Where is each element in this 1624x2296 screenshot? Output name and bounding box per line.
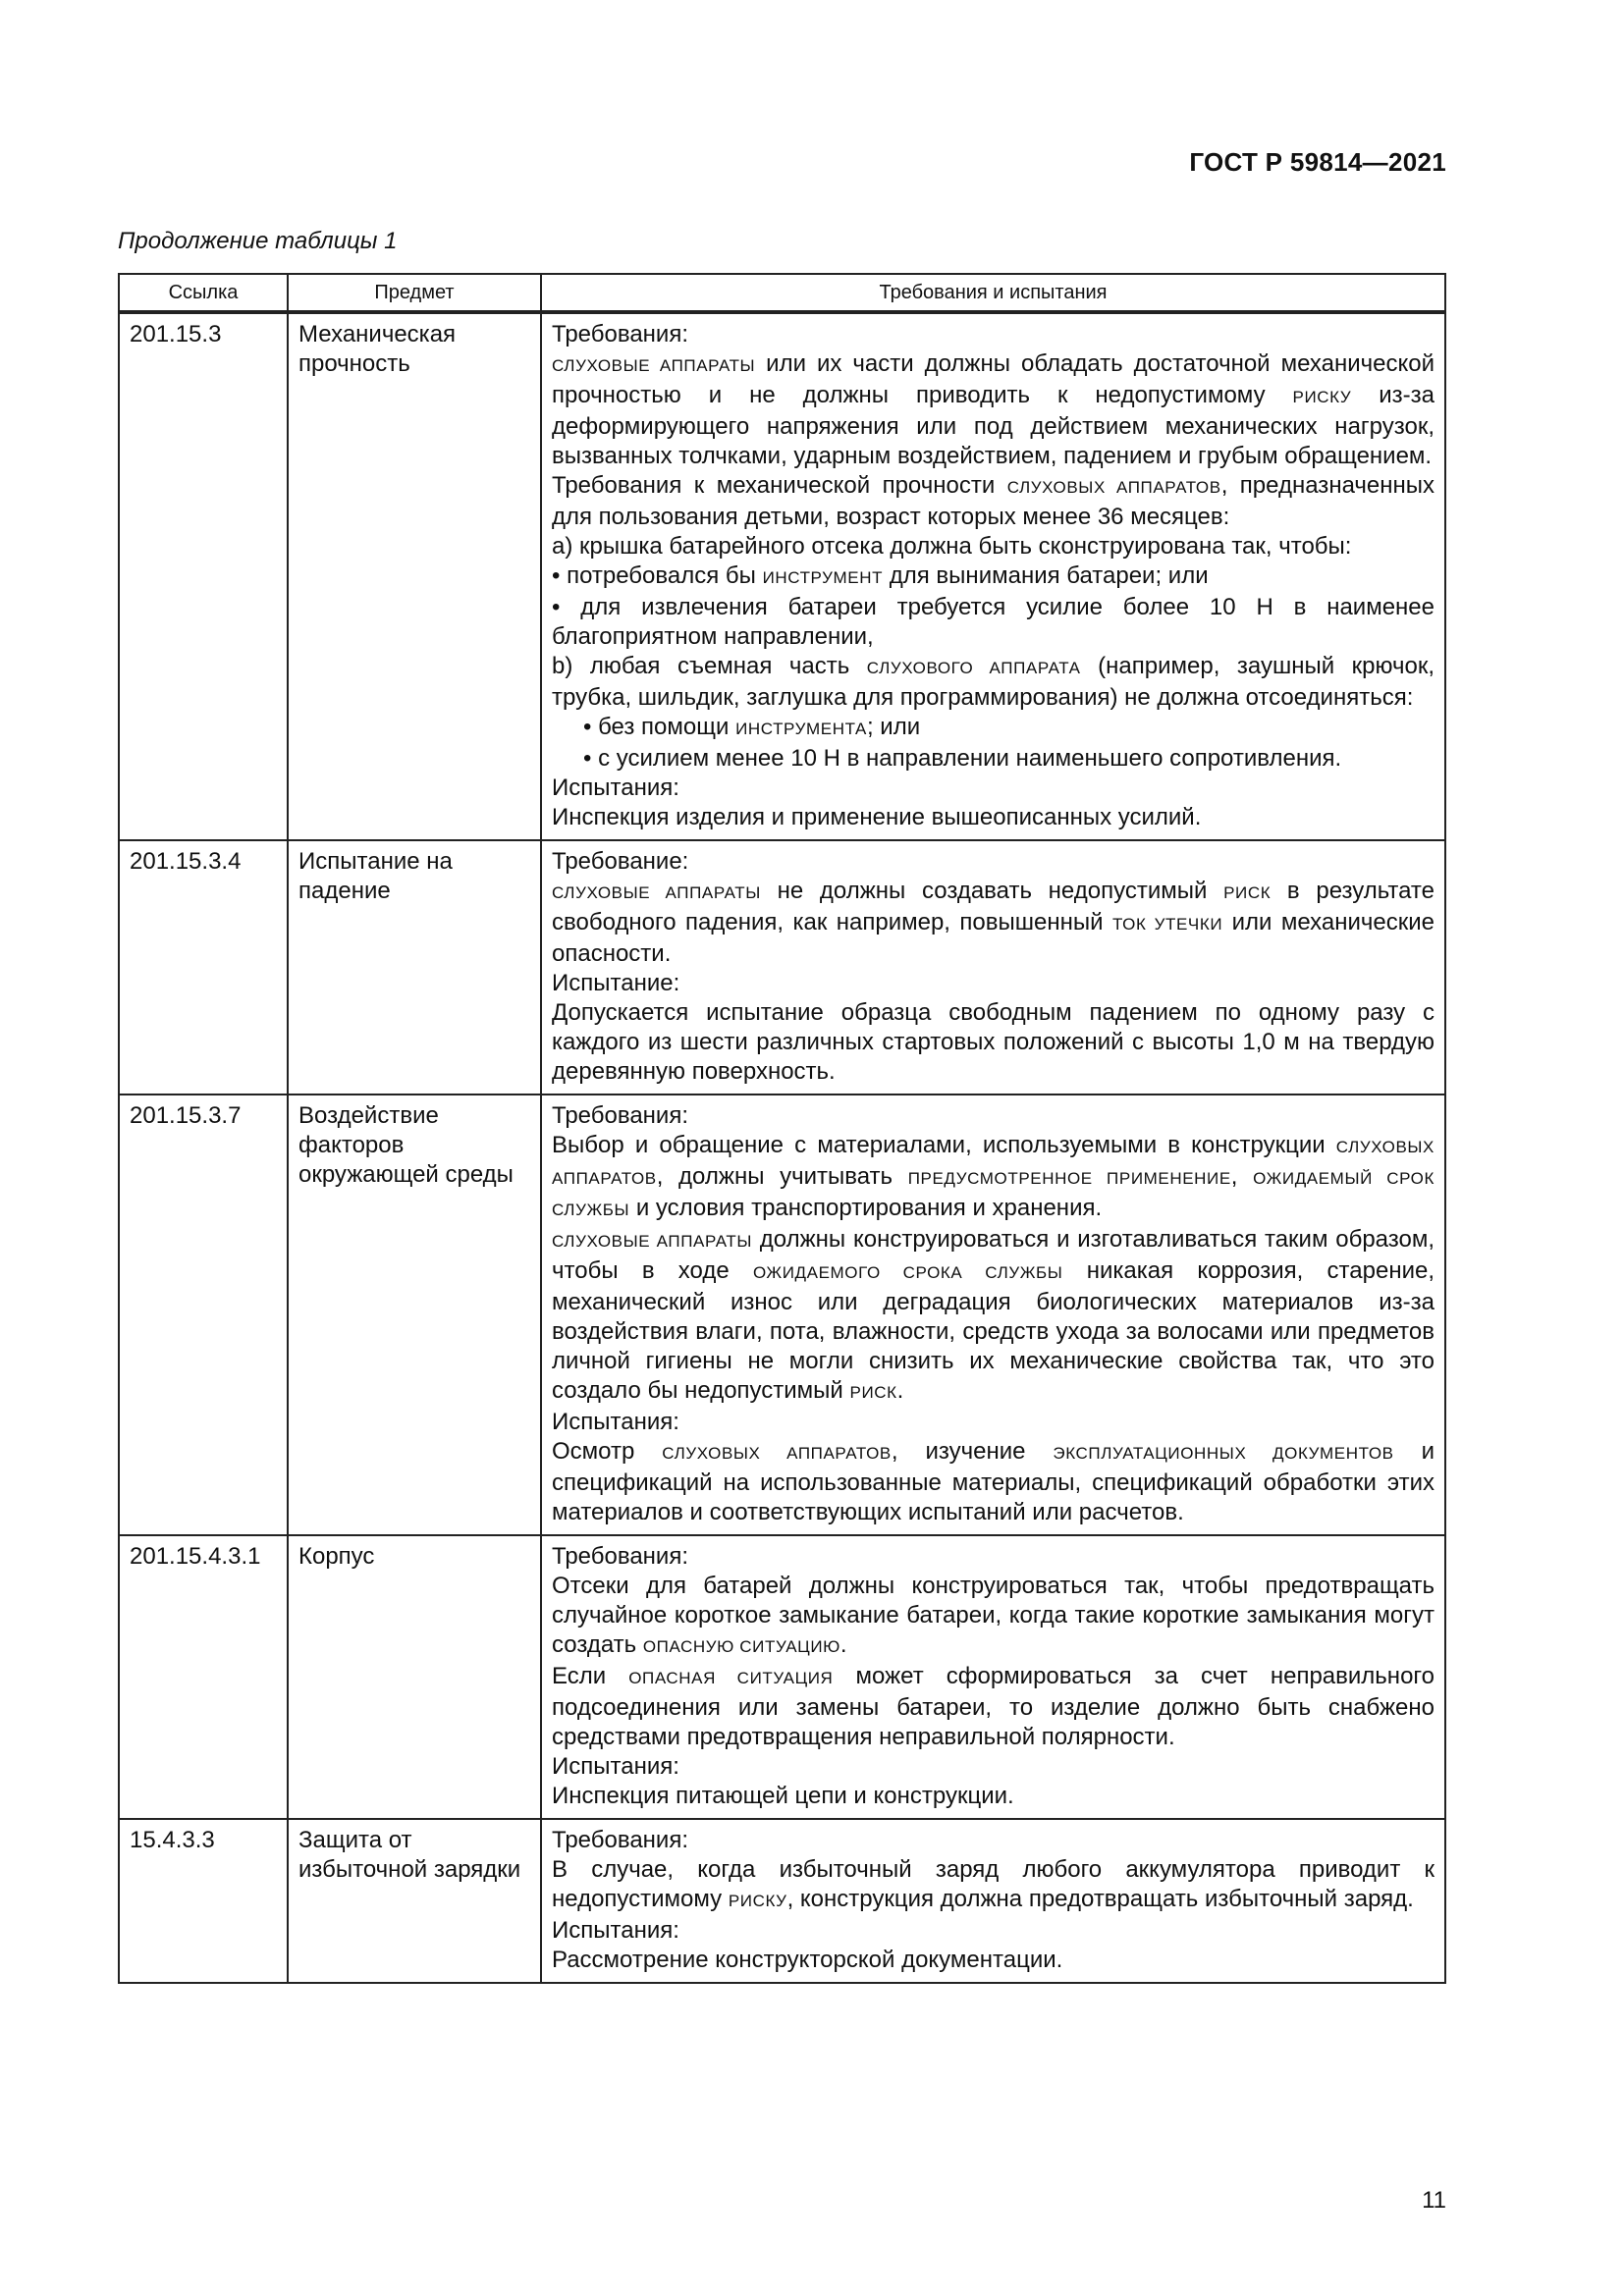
ref-cell: 15.4.3.3 <box>119 1819 288 1983</box>
req-line: Осмотр СЛУХОВЫХ АППАРАТОВ, изучение ЭКСПЛУАТАЦИОННЫХ ДОКУМЕНТОВ и спецификаций на использованные материалы, спецификаций обработки этих материалов и соответствующих испытаний или расчетов. <box>552 1438 1435 1525</box>
table-row <box>119 1535 1445 1819</box>
subject-cell: Механическая прочность <box>288 312 541 840</box>
req-line: Рассмотрение конструкторской документации. <box>552 1947 1063 1973</box>
table-header-row <box>119 274 1445 312</box>
ref-cell: 201.15.3 <box>119 312 288 840</box>
req-line: СЛУХОВЫЕ АППАРАТЫ должны конструироваться и изготавливаться таким образом, чтобы в ходе ОЖИДАЕМОГО СРОКА СЛУЖБЫ никакая коррозия, старение, механический износ или деградация биологических материалов из-за воздействия влаги, пота, влажности, средств ухода за волосами или предметов личной гигиены не могли снизить их механические свойства так, что это создало бы недопустимый РИСК. <box>552 1226 1435 1404</box>
req-line: b) любая съемная часть СЛУХОВОГО АППАРАТА (например, заушный крючок, трубка, шильдик, заглушка для программирования) не должна отсоединяться: <box>552 653 1435 711</box>
req-line: Требования: <box>552 1827 688 1853</box>
req-line: СЛУХОВЫЕ АППАРАТЫ не должны создавать недопустимый РИСК в результате свободного падения, как например, повышенный ТОК УТЕЧКИ или механические опасности. <box>552 878 1435 967</box>
req-line: • с усилием менее 10 Н в направлении наименьшего сопротивления. <box>583 745 1342 772</box>
requirements-cell <box>541 1535 1445 1819</box>
req-line: Испытания: <box>552 1917 679 1944</box>
requirements-cell <box>541 1819 1445 1983</box>
req-line: Испытание: <box>552 970 680 996</box>
req-line: • без помощи ИНСТРУМЕНТА; или <box>583 714 921 740</box>
req-line: Испытания: <box>552 1753 679 1780</box>
req-line: • для извлечения батареи требуется усилие более 10 Н в наименее благоприятном направлении, <box>552 594 1435 650</box>
ref-cell: 201.15.3.4 <box>119 840 288 1095</box>
req-line: Инспекция изделия и применение вышеописанных усилий. <box>552 804 1202 830</box>
table-row <box>119 1819 1445 1983</box>
requirements-cell <box>541 840 1445 1095</box>
column-header-subject: Предмет <box>288 274 541 312</box>
ref-cell: 201.15.3.7 <box>119 1095 288 1535</box>
ref-cell: 201.15.4.3.1 <box>119 1535 288 1819</box>
table-row <box>119 840 1445 1095</box>
req-line: Испытания: <box>552 774 679 801</box>
req-line: • потребовался бы ИНСТРУМЕНТ для вынимания батареи; или <box>552 562 1209 589</box>
req-line: Допускается испытание образца свободным падением по одному разу с каждого из шести различных стартовых положений с высоты 1,0 м на твердую деревянную поверхность. <box>552 999 1435 1085</box>
req-line: a) крышка батарейного отсека должна быть сконструирована так, чтобы: <box>552 533 1352 560</box>
requirements-cell <box>541 1095 1445 1535</box>
req-line: Требования к механической прочности СЛУХОВЫХ АППАРАТОВ, предназначенных для пользования детьми, возраст которых менее 36 месяцев: <box>552 472 1435 530</box>
table-caption: Продолжение таблицы 1 <box>118 228 398 254</box>
column-header-ref: Ссылка <box>119 274 288 312</box>
req-line: В случае, когда избыточный заряд любого аккумулятора приводит к недопустимому РИСКУ, конструкция должна предотвращать избыточный заряд. <box>552 1856 1435 1912</box>
req-line: Требования: <box>552 321 688 347</box>
req-line: СЛУХОВЫЕ АППАРАТЫ или их части должны обладать достаточной механической прочностью и не должны приводить к недопустимому РИСКУ из-за деформирующего напряжения или под действием механических нагрузок, вызванных толчками, ударным воздействием, падением и грубым обращением. <box>552 350 1435 469</box>
column-header-requirements: Требования и испытания <box>541 274 1445 312</box>
req-line: Если ОПАСНАЯ СИТУАЦИЯ может сформироваться за счет неправильного подсоединения или замены батареи, то изделие должно быть снабжено средствами предотвращения неправильной полярности. <box>552 1663 1435 1750</box>
req-line: Требования: <box>552 1543 688 1570</box>
req-line: Отсеки для батарей должны конструироваться так, чтобы предотвращать случайное короткое замыкание батареи, когда такие короткие замыкания могут создать ОПАСНУЮ СИТУАЦИЮ. <box>552 1573 1435 1658</box>
requirements-cell <box>541 312 1445 840</box>
page-number: 11 <box>1422 2187 1446 2214</box>
req-line: Требования: <box>552 1102 688 1129</box>
requirements-table <box>118 273 1446 1984</box>
subject-cell: Воздействие факторов окружающей среды <box>288 1095 541 1535</box>
subject-cell: Корпус <box>288 1535 541 1819</box>
req-line: Инспекция питающей цепи и конструкции. <box>552 1783 1014 1809</box>
subject-cell: Испытание на падение <box>288 840 541 1095</box>
document-code: ГОСТ Р 59814—2021 <box>1189 147 1446 177</box>
req-line: Требование: <box>552 848 689 875</box>
req-line: Испытания: <box>552 1409 679 1435</box>
table-row <box>119 312 1445 840</box>
req-line: Выбор и обращение с материалами, используемыми в конструкции СЛУХОВЫХ АППАРАТОВ, должны учитывать ПРЕДУСМОТРЕННОЕ ПРИМЕНЕНИЕ, ОЖИДАЕМЫЙ СРОК СЛУЖБЫ и условия транспортирования и хранения. <box>552 1132 1435 1221</box>
subject-cell: Защита от избыточной зарядки <box>288 1819 541 1983</box>
table-row <box>119 1095 1445 1535</box>
